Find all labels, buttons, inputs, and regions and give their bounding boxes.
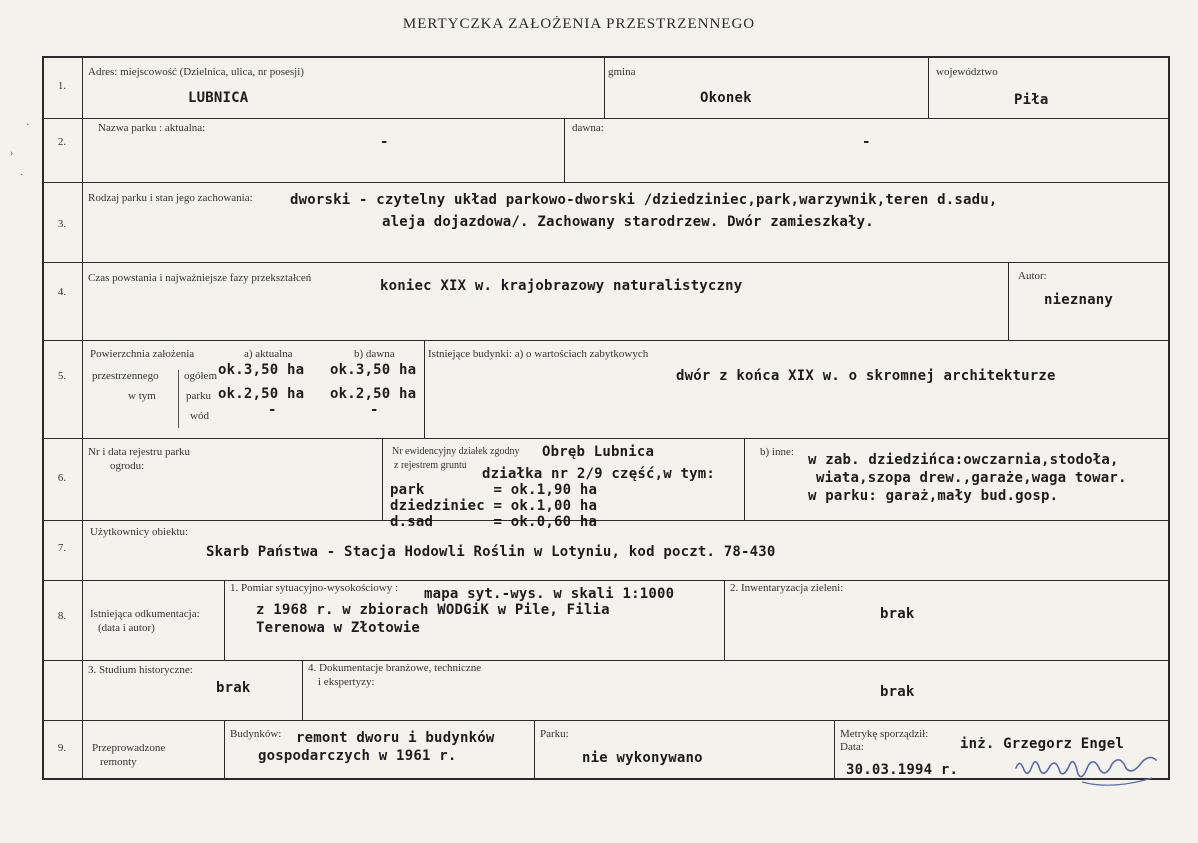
row-number: 6.: [57, 472, 67, 484]
row-divider: [42, 720, 1170, 721]
number-column-divider: [82, 56, 83, 780]
plot-line-5: d.sad = ok.0,60 ha: [390, 514, 598, 530]
former-area-header: b) dawna: [354, 348, 395, 360]
other-buildings-line-1: w zab. dziedzińca:owczarnia,stodoła,: [808, 452, 1119, 468]
row-number: 4.: [57, 286, 67, 298]
plot-line-2: działka nr 2/9 część,w tym:: [482, 466, 715, 482]
cell-divider: [834, 720, 835, 780]
register-label: Nr i data rejestru parku: [88, 446, 191, 458]
other-buildings-label: b) inne:: [760, 446, 794, 458]
plot-number-label-2: z rejestrem gruntu: [394, 460, 467, 471]
documentation-label-2: (data i autor): [98, 622, 155, 634]
park-type-label: Rodzaj parku i stan jego zachowania:: [88, 192, 253, 204]
water-area-label: wód: [190, 410, 209, 422]
total-label: ogółem: [184, 370, 217, 382]
park-repairs-value: nie wykonywano: [582, 750, 703, 766]
row-number: 1.: [57, 80, 67, 92]
gmina-label: gmina: [608, 66, 636, 78]
cell-divider: [724, 580, 725, 660]
total-current-value: ok.3,50 ha: [218, 362, 305, 378]
park-repairs-label: Parku:: [540, 728, 569, 740]
buildings-value: dwór z końca XIX w. o skromnej architekturze: [676, 368, 1056, 384]
row-divider: [42, 118, 1170, 119]
cell-divider: [928, 56, 929, 118]
register-label-2: ogrodu:: [110, 460, 145, 472]
water-current-value: -: [268, 402, 277, 418]
cell-divider: [224, 580, 225, 660]
row-number: 9.: [57, 742, 67, 754]
technical-docs-value: brak: [880, 684, 915, 700]
park-current-value: ok.2,50 ha: [218, 386, 305, 402]
former-name-label: dawna:: [572, 122, 604, 134]
survey-line-3: Terenowa w Złotowie: [256, 620, 420, 636]
wojewodztwo-value: Piła: [1014, 92, 1049, 108]
page-title: MERTYCZKA ZAŁOŻENIA PRZESTRZENNEGO: [402, 16, 756, 32]
survey-line-2: z 1968 r. w zbiorach WODGiK w Pile, Filia: [256, 602, 610, 618]
cell-divider: [604, 56, 605, 118]
gmina-value: Okonek: [700, 90, 752, 106]
greenery-inventory-label: 2. Inwentaryzacja zieleni:: [730, 582, 844, 594]
buildings-repairs-line-2: gospodarczych w 1961 r.: [258, 748, 457, 764]
park-area-label: parku: [186, 390, 212, 402]
cell-divider: [178, 370, 179, 428]
address-value: LUBNICA: [188, 90, 249, 106]
historical-study-value: brak: [216, 680, 251, 696]
buildings-repairs-line-1: remont dworu i budynków: [296, 730, 495, 746]
prepared-by-value: inż. Grzegorz Engel: [960, 736, 1124, 752]
buildings-label: Istniejące budynki: a) o wartościach zabytkowych: [428, 348, 649, 360]
row-divider: [42, 660, 1170, 661]
cell-divider: [744, 438, 745, 520]
other-buildings-line-3: w parku: garaż,mały bud.gosp.: [808, 488, 1059, 504]
cell-divider: [564, 118, 565, 182]
area-label-3: w tym: [128, 390, 156, 402]
park-type-line-2: aleja dojazdowa/. Zachowany starodrzew. Dwór zamieszkały.: [382, 214, 874, 230]
wojewodztwo-label: województwo: [936, 66, 998, 78]
documentation-label: Istniejąca odkumentacja:: [90, 608, 200, 620]
row-number: 3.: [57, 218, 67, 230]
users-value: Skarb Państwa - Stacja Hodowli Roślin w Lotyniu, kod poczt. 78-430: [206, 544, 776, 560]
cell-divider: [424, 340, 425, 438]
row-divider: [42, 520, 1170, 521]
cell-divider: [1008, 262, 1009, 340]
date-label: Data:: [840, 741, 864, 753]
cell-divider: [382, 438, 383, 520]
margin-speck: ·: [20, 170, 24, 181]
signature-icon: [1012, 748, 1162, 788]
address-label: Adres: miejscowość (Dzielnica, ulica, nr posesji): [88, 66, 304, 78]
users-label: Użytkownicy obiektu:: [90, 526, 189, 538]
history-value: koniec XIX w. krajobrazowy naturalistyczny: [380, 278, 743, 294]
greenery-inventory-value: brak: [880, 606, 915, 622]
margin-speck: ·: [26, 120, 30, 131]
row-divider: [42, 438, 1170, 439]
survey-line-1: mapa syt.-wys. w skali 1:1000: [424, 586, 675, 602]
cell-divider: [224, 720, 225, 780]
row-divider: [42, 340, 1170, 341]
plot-number-label: Nr ewidencyjny działek zgodny: [392, 446, 520, 457]
form-frame: [42, 56, 1170, 780]
technical-docs-label: 4. Dokumentacje branżowe, techniczne: [308, 662, 482, 674]
date-value: 30.03.1994 r.: [846, 762, 959, 778]
cell-divider: [534, 720, 535, 780]
technical-docs-label-2: i ekspertyzy:: [318, 676, 375, 688]
repairs-label-2: remonty: [100, 756, 137, 768]
water-former-value: -: [370, 402, 379, 418]
row-number: 2.: [57, 136, 67, 148]
buildings-repairs-label: Budynków:: [230, 728, 282, 740]
total-former-value: ok.3,50 ha: [330, 362, 417, 378]
park-type-line-1: dworski - czytelny układ parkowo-dworski /dziedziniec,park,warzywnik,teren d.sadu,: [290, 192, 998, 208]
park-name-label: Nazwa parku : aktualna:: [98, 122, 206, 134]
park-former-value: ok.2,50 ha: [330, 386, 417, 402]
margin-speck: ›: [10, 148, 14, 159]
area-label-2: przestrzennego: [92, 370, 159, 382]
row-number: 7.: [57, 542, 67, 554]
former-name-value: -: [862, 134, 871, 150]
current-area-header: a) aktualna: [244, 348, 293, 360]
prepared-by-label: Metrykę sporządził:: [840, 728, 929, 740]
plot-line-4: dziedziniec = ok.1,00 ha: [390, 498, 598, 514]
other-buildings-line-2: wiata,szopa drew.,garaże,waga towar.: [816, 470, 1127, 486]
row-number: 5.: [57, 370, 67, 382]
area-label: Powierzchnia założenia: [90, 348, 195, 360]
cell-divider: [302, 660, 303, 720]
park-name-value: -: [380, 134, 389, 150]
history-label: Czas powstania i najważniejsze fazy przekształceń: [88, 272, 312, 284]
survey-label: 1. Pomiar sytuacyjno-wysokościowy :: [230, 582, 399, 594]
plot-line-3: park = ok.1,90 ha: [390, 482, 598, 498]
plot-line-1: Obręb Lubnica: [542, 444, 655, 460]
row-divider: [42, 580, 1170, 581]
row-divider: [42, 182, 1170, 183]
row-divider: [42, 262, 1170, 263]
historical-study-label: 3. Studium historyczne:: [88, 664, 193, 676]
repairs-label: Przeprowadzone: [92, 742, 166, 754]
row-number: 8.: [57, 610, 67, 622]
author-value: nieznany: [1044, 292, 1114, 308]
author-label: Autor:: [1018, 270, 1047, 282]
